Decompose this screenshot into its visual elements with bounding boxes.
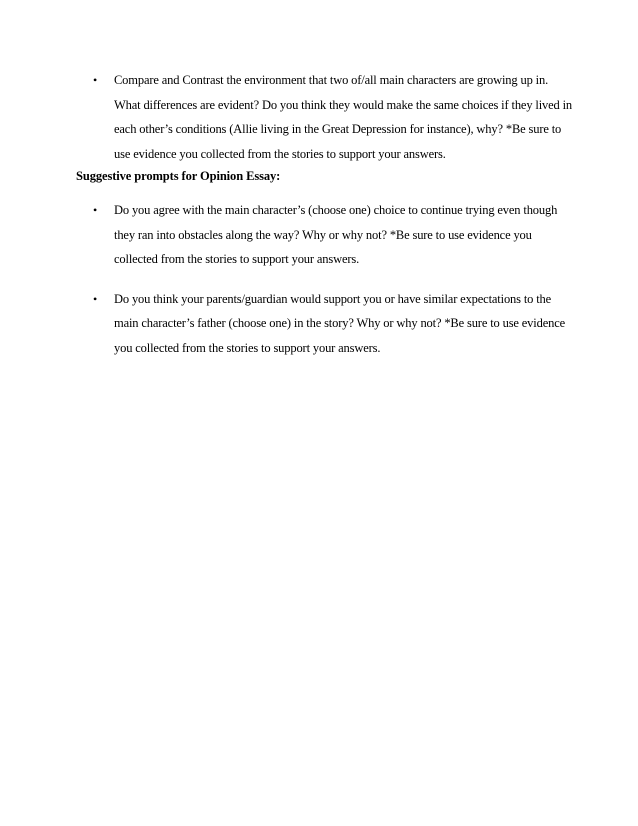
list-item-text: Do you think your parents/guardian would support you or have similar expectations to the main character’s father (choose one) in the story? Why or why not? *Be sure to use evidence you collected from the stories to support your answers. bbox=[114, 291, 565, 355]
list-item bbox=[76, 68, 576, 166]
list-item-text: Compare and Contrast the environment that two of/all main characters are growing up in. What differences are evident? Do you think they would make the same choices if they lived in each other’s conditions (Allie living in the Great Depression for instance), why? *Be sure to use evidence you collected from the stories to support your answers. bbox=[114, 73, 573, 161]
list-item-text: Do you agree with the main character’s (choose one) choice to continue trying even though they ran into obstacles along the way? Why or why not? *Be sure to use evidence you collected from the stories to support your answers. bbox=[114, 203, 558, 266]
bullet-icon: • bbox=[93, 203, 98, 217]
opinion-prompts-list bbox=[76, 198, 576, 360]
document-content bbox=[76, 68, 576, 360]
opinion-essay-heading: Suggestive prompts for Opinion Essay: bbox=[76, 169, 281, 183]
list-item bbox=[76, 198, 576, 272]
list-item bbox=[76, 287, 576, 361]
compare-prompts-list bbox=[76, 68, 576, 166]
bullet-icon: • bbox=[93, 73, 98, 87]
bullet-icon: • bbox=[93, 291, 98, 306]
